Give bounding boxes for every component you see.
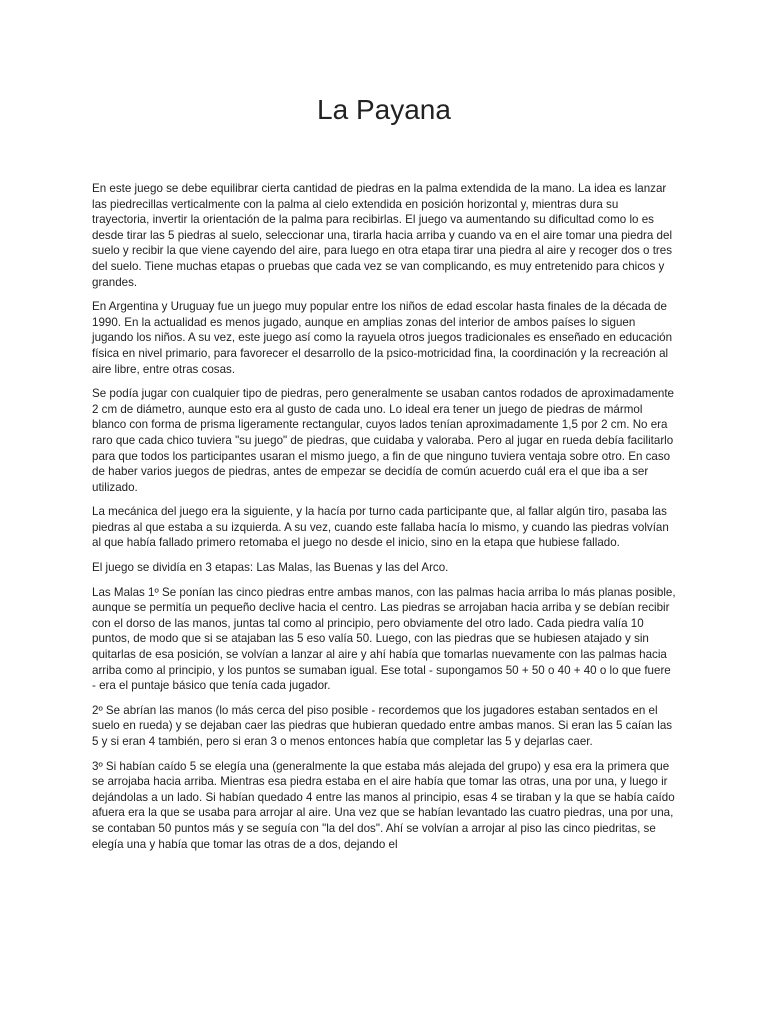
paragraph-step-3: 3º Si habían caído 5 se elegía una (generalmente la que estaba más alejada del grupo) y esa era la primera que se arrojaba hacia arriba. Mientras esa piedra estaba en el aire había que tomar las otras, una por una, y luego ir dejándolas a un lado. Si habían quedado 4 entre las manos al principio, esas 4 se tiraban y la que se había caído afuera era la que se usaba para arrojar al aire. Una vez que se habían levantado las cuatro piedras, una por una, se contaban 50 puntos más y se seguía con "la del dos". Ahí se volvían a arrojar al piso las cinco piedritas, se elegía una y había que tomar las otras de a dos, dejando el xyxy=(92,759,675,851)
paragraph-las-malas: Las Malas 1º Se ponían las cinco piedras entre ambas manos, con las palmas hacia arriba lo más planas posible, aunque se permitía un pequeño declive hacia el centro. Las piedras se arrojaban hacia arriba y se debían recibir con el dorso de las manos, juntas tal como al principio, pero obviamente del otro lado. Cada piedra valía 10 puntos, de modo que si se atajaban las 5 eso valía 50. Luego, con las piedras que se hubiesen atajado y sin quitarlas de esa posición, se volvían a lanzar al aire y ahí había que tomarlas nuevamente con las palmas hacia arriba como al principio, y los puntos se sumaban igual. Ese total - supongamos 50 + 50 o 40 + 40 o lo que fuere - era el puntaje básico que tenía cada jugador. xyxy=(92,585,676,693)
paragraph-step-2: 2º Se abrían las manos (lo más cerca del piso posible - recordemos que los jugadores estaban sentados en el suelo en rueda) y se dejaban caer las piedras que hubieran quedado entre ambas manos. Si eran las 5 caían las 5 y si eran 4 también, pero si eran 3 o menos entonces había que completar las 5 y dejarlas caer. xyxy=(92,703,673,748)
document-title: La Payana xyxy=(317,94,451,125)
document-body xyxy=(92,181,677,861)
paragraph-stones: Se podía jugar con cualquier tipo de piedras, pero generalmente se usaban cantos rodados de aproximadamente 2 cm de diámetro, aunque esto era al gusto de cada uno. Lo ideal era tener un juego de piedras de mármol blanco con forma de prisma ligeramente rectangular, cuyos lados tenían aproximadamente 1,5 por 2 cm. No era raro que cada chico tuviera "su juego" de piedras, que cuidaba y valoraba. Pero al jugar en rueda debía facilitarlo para que todos los participantes usaran el mismo juego, a fin de que ninguno tuviera ventaja sobre otro. En caso de haber varios juegos de piedras, antes de empezar se decidía de común acuerdo cuál era el que iba a ser utilizado. xyxy=(92,387,675,494)
paragraph-mechanics: La mecánica del juego era la siguiente, y la hacía por turno cada participante que, al fallar algún tiro, pasaba las piedras al que estaba a su izquierda. A su vez, cuando este fallaba hacía lo mismo, y cuando las piedras volvían al que había fallado primero retomaba el juego no desde el inicio, sino en la etapa que hubiese fallado. xyxy=(92,505,669,550)
paragraph-history: En Argentina y Uruguay fue un juego muy popular entre los niños de edad escolar hasta finales de la década de 1990. En la actualidad es menos jugado, aunque en amplias zonas del interior de ambos países lo siguen jugando los niños. A su vez, este juego así como la rayuela otros juegos tradicionales es enseñado en educación física en nivel primario, para favorecer el desarrollo de la psico-motricidad fina, la coordinación y la recreación al aire libre, entre otras cosas. xyxy=(92,300,673,376)
paragraph-intro: En este juego se debe equilibrar cierta cantidad de piedras en la palma extendida de la mano. La idea es lanzar las piedrecillas verticalmente con la palma al cielo extendida en posición horizontal y, mientras dura su trayectoria, invertir la orientación de la palma para recibirlas. El juego va aumentando su dificultad como lo es desde tirar las 5 piedras al suelo, seleccionar una, tirarla hacia arriba y cuando va en el aire tomar una piedra del suelo y recibir la que viene cayendo del aire, para luego en otra etapa tirar una piedra al aire y recoger dos o tres del suelo. Tiene muchas etapas o pruebas que cada vez se van complicando, es muy entretenido para chicos y grandes. xyxy=(92,182,673,289)
paragraph-stages: El juego se dividía en 3 etapas: Las Malas, las Buenas y las del Arco. xyxy=(92,561,449,575)
